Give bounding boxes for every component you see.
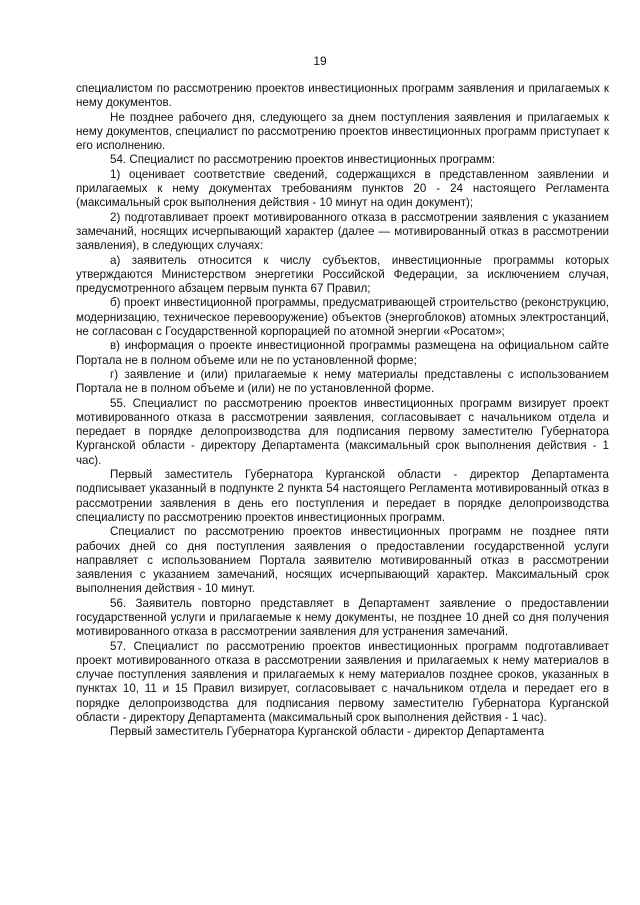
page-number: 19 (313, 54, 327, 68)
paragraph: Первый заместитель Губернатора Курганской области - директор Департамента (110, 725, 545, 739)
paragraph: 1) оценивает соответствие сведений, содержащихся в представленном заявлении и прилагаемых к нему документах требованиям пунктов 20 - 24 настоящего Регламента (максимальный срок выполнения действия - 10 минут на один документ); (76, 167, 609, 210)
paragraph: 57. Специалист по рассмотрению проектов инвестиционных программ подготавливает проект мотивированного отказа в рассмотрении заявления и прилагаемых к нему материалов в случае поступления заявления и прилагаемых к нему материалов позднее сроков, указанных в пунктах 10, 11 и 15 Правил визирует, согласовывает с начальником отдела и передает его в порядке делопроизводства для подписания первому заместителю Губернатора Курганской области - директору Департамента (максимальный срок выполнения действия - 1 час). (76, 639, 609, 725)
document-body (76, 82, 609, 740)
paragraph: специалистом по рассмотрению проектов инвестиционных программ заявления и прилагаемых к нему документов. (76, 82, 609, 110)
paragraph: Не позднее рабочего дня, следующего за днем поступления заявления и прилагаемых к нему документов, специалист по рассмотрению проектов инвестиционных программ приступает к его исполнению. (76, 110, 609, 153)
paragraph: 56. Заявитель повторно представляет в Департамент заявление о предоставлении государственной услуги и прилагаемые к нему документы, не позднее 10 дней со дня получения мотивированного отказа в рассмотрении заявления для устранения замечаний. (76, 596, 609, 639)
paragraph: в) информация о проекте инвестиционной программы размещена на официальном сайте Портала не в полном объеме или не по установленной форме; (76, 339, 609, 367)
paragraph: 55. Специалист по рассмотрению проектов инвестиционных программ визирует проект мотивированного отказа в рассмотрении заявления, согласовывает с начальником отдела и передает в порядке делопроизводства для подписания первому заместителю Губернатора Курганской области - директору Департамента (максимальный срок выполнения действия - 1 час). (76, 396, 609, 467)
paragraph: 2) подготавливает проект мотивированного отказа в рассмотрении заявления с указанием замечаний, носящих исчерпывающий характер (далее — мотивированный отказ в рассмотрении заявления), в следующих случаях: (76, 210, 609, 253)
paragraph: Первый заместитель Губернатора Курганской области - директор Департамента подписывает указанный в подпункте 2 пункта 54 настоящего Регламента мотивированный отказ в рассмотрении заявления в день его поступления и передает в порядке делопроизводства специалисту по рассмотрению проектов инвестиционных программ. (76, 468, 609, 524)
paragraph: Специалист по рассмотрению проектов инвестиционных программ не позднее пяти рабочих дней со дня поступления заявления о предоставлении государственной услуги направляет с использованием Портала заявителю мотивированный отказ в рассмотрении заявления с указанием замечаний, носящих исчерпывающий характер. Максимальный срок выполнения действия - 10 минут. (76, 525, 609, 596)
paragraph: 54. Специалист по рассмотрению проектов инвестиционных программ: (110, 153, 496, 167)
paragraph: а) заявитель относится к числу субъектов, инвестиционные программы которых утверждаются Министерством энергетики Российской Федерации, за исключением случая, предусмотренного абзацем первым пункта 67 Правил; (76, 253, 609, 296)
paragraph: б) проект инвестиционной программы, предусматривающей строительство (реконструкцию, модернизацию, техническое перевооружение) объектов (энергоблоков) атомных электростанций, не согласован с Государственной корпорацией по атомной энергии «Росатом»; (76, 296, 609, 339)
paragraph: г) заявление и (или) прилагаемые к нему материалы представлены с использованием Портала не в полном объеме и (или) не по установленной форме. (76, 367, 609, 396)
